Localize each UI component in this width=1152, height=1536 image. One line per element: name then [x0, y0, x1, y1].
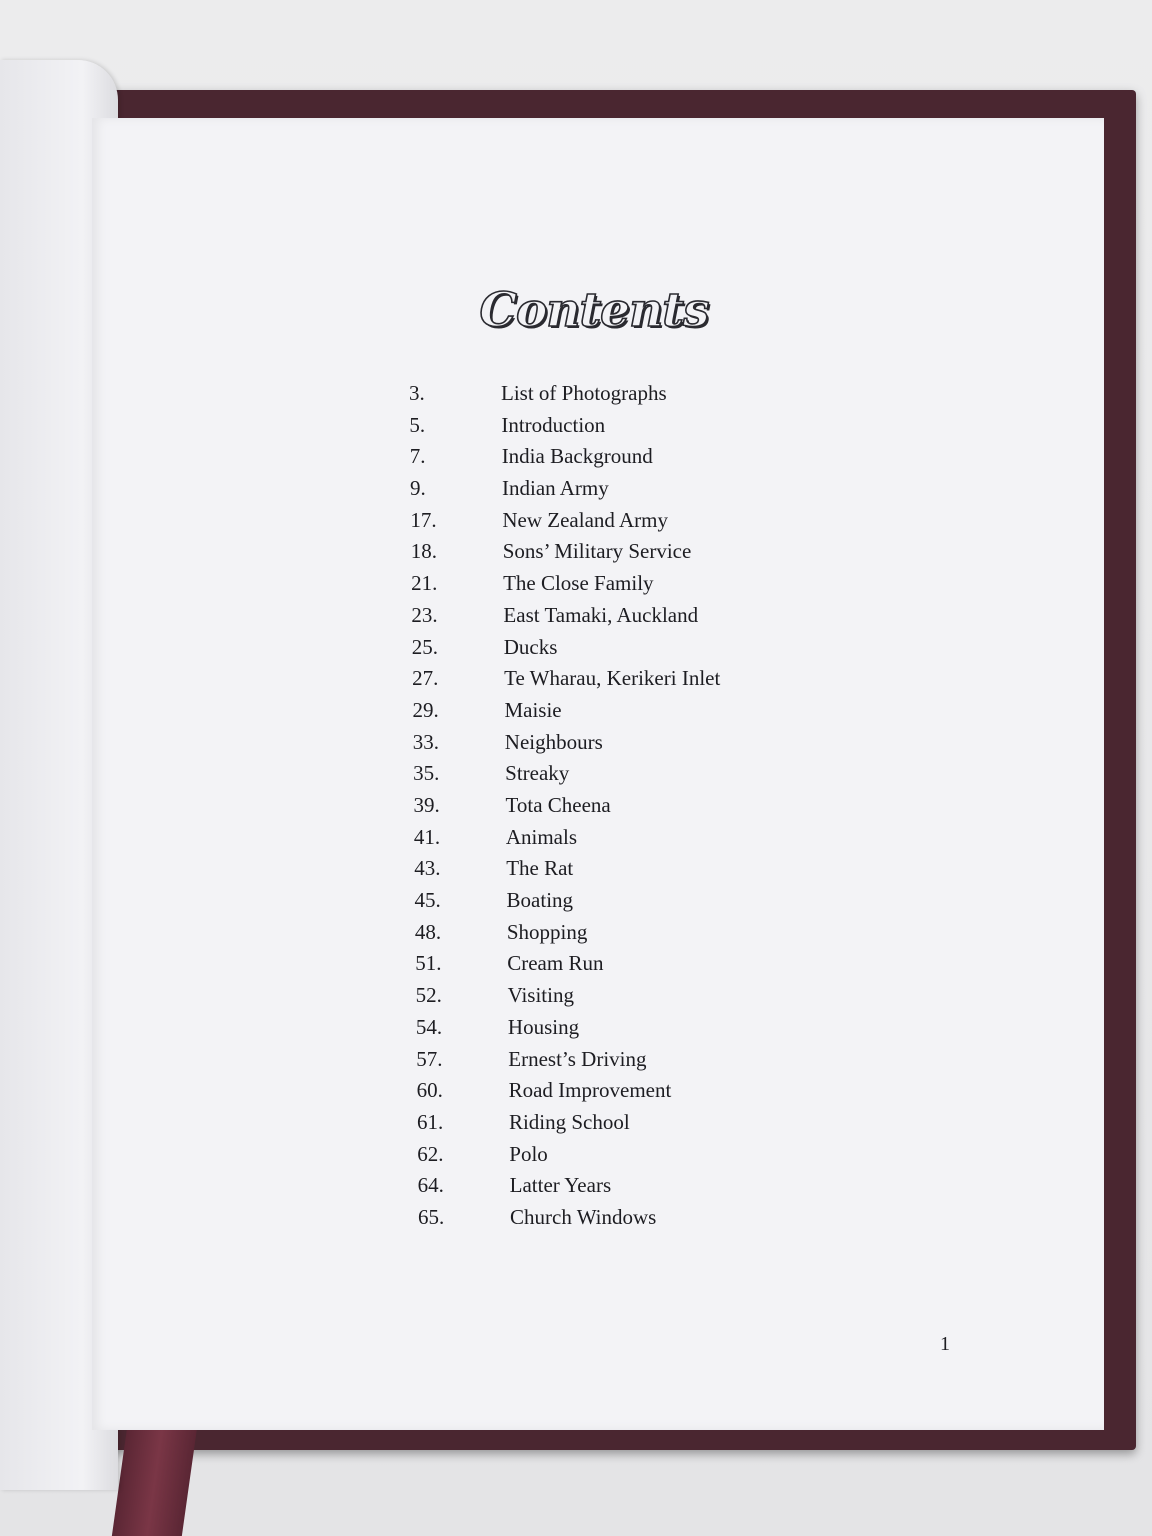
toc-page-number: 62. [417, 1141, 444, 1166]
toc-page-number: 18. [410, 539, 437, 564]
toc-entry-title: Maisie [504, 697, 562, 722]
toc-entry-title: The Close Family [503, 571, 654, 596]
toc-entry-title: Road Improvement [508, 1078, 672, 1103]
toc-page-number: 3. [409, 381, 425, 405]
toc-page-number: 48. [414, 919, 442, 944]
toc-page-number: 7. [409, 444, 426, 469]
toc-page-number: 21. [411, 571, 438, 596]
toc-page-number: 64. [417, 1173, 444, 1198]
toc-page-number: 29. [412, 697, 439, 722]
page-title: Contents [479, 283, 709, 339]
toc-entry-title: Riding School [508, 1109, 630, 1134]
toc-page-number: 45. [414, 888, 441, 913]
toc-entry-title: Boating [506, 888, 574, 913]
toc-entry-title: Te Wharau, Kerikeri Inlet [504, 666, 721, 691]
toc-entry-title: Animals [505, 824, 578, 849]
toc-entry-title: Latter Years [509, 1173, 612, 1198]
toc-page-number: 65. [418, 1205, 445, 1229]
toc-entry-title: Shopping [506, 919, 588, 944]
toc-page-number: 25. [411, 634, 439, 659]
toc-page-number: 52. [415, 983, 442, 1008]
toc-page-number: 23. [411, 602, 438, 627]
toc-page-number: 60. [416, 1078, 443, 1103]
toc-entry-title: The Rat [506, 856, 574, 881]
toc-entry-title: New Zealand Army [502, 507, 668, 532]
toc-entry-title: Housing [507, 1014, 580, 1039]
page-number: 1 [940, 1333, 950, 1355]
toc-entry-title: Neighbours [504, 729, 603, 754]
toc-page-number: 17. [410, 507, 437, 532]
toc-entry-title: Indian Army [502, 476, 609, 501]
toc-entry-title: Introduction [501, 412, 606, 437]
toc-page-number: 39. [413, 793, 440, 817]
toc-page-number: 57. [416, 1046, 443, 1071]
toc-page-number: 54. [415, 1014, 443, 1039]
toc-entry-title: Sons’ Military Service [502, 539, 692, 564]
toc-page-number: 27. [412, 666, 439, 691]
toc-page-number: 41. [413, 824, 441, 849]
toc-page-number: 61. [416, 1109, 444, 1134]
toc-entry-title: Ernest’s Driving [508, 1046, 647, 1071]
toc-page-number: 43. [414, 856, 441, 881]
toc-entry-title: Tota Cheena [505, 793, 611, 817]
toc-entry-title: India Background [501, 444, 653, 469]
toc-entry-title: Polo [509, 1141, 548, 1166]
toc-entry-title: Visiting [507, 983, 574, 1008]
toc-entry-title: East Tamaki, Auckland [503, 602, 699, 627]
toc-entry-title: Church Windows [510, 1205, 657, 1229]
toc-page-number: 9. [410, 476, 426, 501]
toc-page-number: 33. [412, 729, 440, 754]
toc-entry-title: Ducks [503, 634, 558, 659]
toc-page-number: 35. [413, 761, 440, 786]
toc-entry-title: Cream Run [507, 951, 604, 976]
toc-page-number: 51. [415, 951, 442, 976]
toc-entry-title: Streaky [505, 761, 570, 786]
toc-page-number: 5. [409, 412, 426, 437]
toc-entry-title: List of Photographs [501, 381, 667, 405]
